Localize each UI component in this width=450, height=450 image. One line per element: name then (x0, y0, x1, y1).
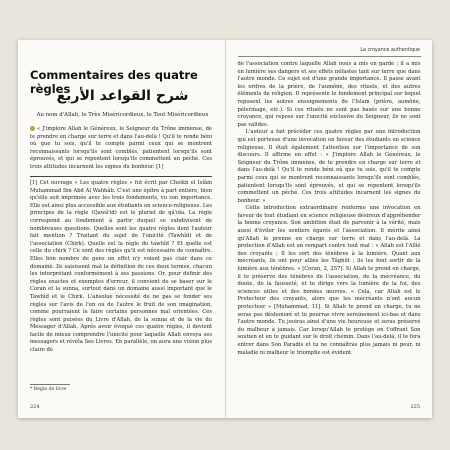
commentary-block (30, 180, 212, 355)
intro-text: « J'implore Allah le Généreux, le Seigneur du Trône immense, de te prendre en charge sur terre et dans l'au-delà ! Qu'il te rende béni où que tu sois, qu'il te compte parmi ceux qui se montrent reconnaissants lorsqu'ils sont comblés, patientent lorsqu'ils sont éprouvés, et qui se repentent lorsqu'ils commettent un péché. Ces trois attitudes incarnent les signes du bonheur. [1] (30, 126, 212, 170)
right-paragraph-2: L'auteur a fait précéder ces quatre règles par une introduction qui est porteuse d'une invocation en faveur des étudiants en science religieuse. Il était également l'attention sur l'importance de son discours. Il affirme en effet : « J'implore Allah le Généreux, le Seigneur du Trône immense, de te prendre en charge sur terre et dans l'au-delà ! Qu'il te rende béni où que tu sois, qu'il te compte parmi ceux qui se montrent reconnaissants lorsqu'ils sont comblés, patientent lorsqu'ils sont éprouvés, et qui se repentent lorsqu'ils commettent un péché. Ces trois attitudes incarnent les signes du bonheur. » (237, 129, 421, 204)
running-head: La croyance authentique (360, 48, 420, 53)
right-page (226, 40, 433, 418)
header-rule (238, 56, 421, 57)
book-spread (18, 40, 432, 418)
footnote-rule (30, 384, 70, 385)
bullet-icon (30, 126, 35, 131)
footnote: * Bégin de livre (30, 387, 67, 392)
left-page (18, 40, 226, 418)
page-number-right: 225 (410, 404, 420, 410)
right-paragraph-1: de l'association contre laquelle Allah nous a mis en garde ; il a mis en lumière ses dangers et ses effets néfastes tant sur terre que dans l'autre monde. Ce sujet est d'une grande importance. Il passe avant les ordres de la prière, de l'aumône, des rituels, et des autres éléments de religion. Il représente le fondement principal sur lequel reposent les autres enseignements de l'Islam (prière, aumône, pèlerinage, etc.). Si ces rituels ne sont pas basés sur une bonne croyance, qui repose sur l'unicité exclusive du Seigneur, ils ne sont pas valides. (237, 61, 421, 128)
commentary-text: [1] Cet ouvrage « Les quatre règles » fut écrit par Cheikh el Islâm Muhammad Ibn Abd Al Wahhâb. C'est une épître à part entière, bien qu'elle soit imprimée avec les trois fondements, vu son importance. Elle est ainsi plus accessible aux étudiants en science-religieuse. Les principes de la règle (Qawâ'id) est le pluriel de qâ'ida. La règle correspond au fondement à partir duquel se subdivisent de nombreuses questions. Quelles sont les quatre règles dont l'auteur fait mention ? Traitant du sujet de l'unicité (Tawhîd) et de l'association (Chirk). Quelle est la règle du tawhîd ? Et quelle est celle du chirk ? Ce sont des règles qu'il est nécessaire de connaître. Elles bon nombre de gens un effet n'y voient pas clair dans ce domaine. Ils saisissent mal la définition de ces deux termes, chacun les interprétant conformément à ses passions. Or, pour définir des règles exactes et exemptes d'erreur, il convient de se baser sur le Coran et la sunna, surtout dans un domaine aussi important que le Tawhîd et le Chirk. L'absolue nécessité de ne pas se fonder ses règles sur l'avis de l'un ou de l'autre le fruit de son imagination, comme pourraient le faire certains personnes mal orientées. Ces règles sont puisées du Livre d'Allah, de la sunna et de la vie du Messager d'Allah. Après avoir évoqué ces quatre règles, il devient facile de mieux comprendre l'unicité pour laquelle Allah envoya ses messagers et révéla Ses Livres. En parallèle, on aura une vision plus claire de (30, 180, 212, 354)
right-text-block (238, 61, 421, 357)
basmala: Au nom d'Allah, le Très Miséricordieux, le Tout Miséricordieux (36, 112, 209, 118)
right-paragraph-3: Cette introduction extraordinaire renferme une invocation en faveur de tout étudiant en science religieuse désireux d'appréhender la bonne croyance. Son ambition était de parvenir à la vérité, mais aussi d'éviter les sentiers égarés et l'association. Il mérite ainsi qu'Allah le prenne en charge sur terre et dans l'au-delà. La protection d'Allah est un rempart contre tout mal : « Allah est l'Allié des croyants ; Il les sort des ténèbres à la lumière. Quant aux mécréants, ils ont pour alliés les Tâghût ; ils les font sortir de la lumière aux ténèbres. » [Coran, 2, 257]. Si Allah te prend en charge, il te préserve des ténèbres de l'association, de la mécréance, du doute, de la fausseté, et te dirige vers la lumière de la foi, des sciences utiles et des bonnes œuvres. « Cela, car Allah est le Protecteur des croyants, alors que les mécréants n'ont aucun protecteur » [Muhammad, 11]. Si Allah te prend en charge, tu ne seras pas déshonoré et tu pourras vivre sereinement ici-bas et dans l'autre monde. Tu jouiras ainsi d'une vie heureuse et seras préservé du malheur à jamais. Car lorsqu'Allah te protège en t'offrant Son soutien et en te guidant sur le droit chemin. Dans l'au-delà, il te fera entrer dans Son Paradis et tu ne connaîtras plus jamais ni peur, ni maladie ni malheur le triomphe est évident. (237, 205, 421, 356)
arabic-title: شرح القواعد الأربع (56, 88, 189, 104)
chapter-title: Commentaires des quatre règles (30, 68, 198, 96)
page-number-left: 224 (30, 404, 40, 410)
divider (30, 176, 212, 177)
intro-block (30, 126, 212, 172)
